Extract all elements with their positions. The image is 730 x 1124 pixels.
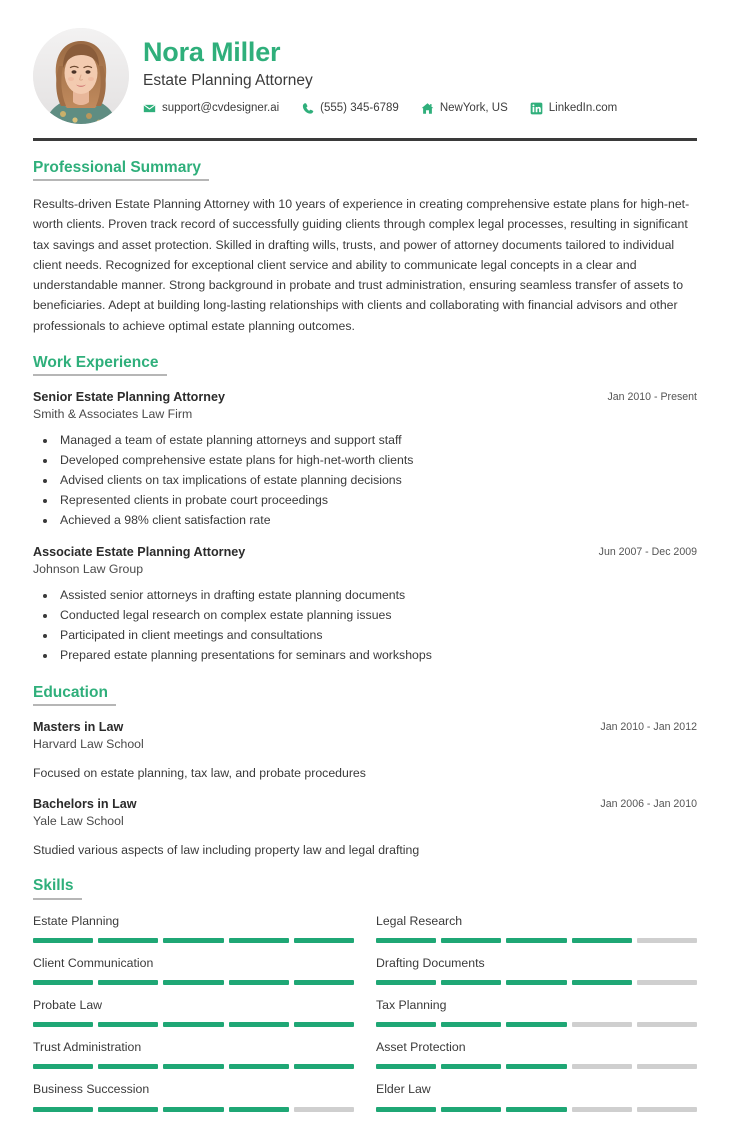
skill-rating-segment: [376, 1107, 436, 1112]
skill-item: [33, 955, 354, 997]
experience-date: Jan 2010 - Present: [607, 391, 697, 404]
experience-entry: [33, 389, 697, 530]
skill-rating-segment: [376, 938, 436, 943]
skill-rating-bar: [376, 1022, 697, 1027]
contact-location[interactable]: [421, 102, 508, 115]
skills-grid: [33, 913, 697, 1124]
skill-rating-segment: [229, 938, 289, 943]
email-icon: [143, 102, 156, 115]
skill-item: [33, 1081, 354, 1123]
skill-item: [376, 1039, 697, 1081]
list-item: • Represented clients in probate court proceedings: [57, 491, 697, 511]
skill-rating-segment: [506, 1022, 566, 1027]
skill-rating-segment: [441, 980, 501, 985]
skill-rating-segment: [637, 1064, 697, 1069]
skill-name: Legal Research: [376, 913, 463, 928]
summary-text: Results-driven Estate Planning Attorney with 10 years of experience in creating comprehensive estate plans for high-net-worth clients. Proven track record of successfully guiding clients through complex legal processes, resulting in significant tax savings and asset protection. Skilled in drafting wills, trusts, and power of attorney documents tailored to individual client needs. Recognized for exceptional client service and ability to communicate legal concepts in a clear and understandable manner. Strong background in probate and trust administration, ensuring seamless transfer of assets to beneficiaries. Adept at building long-lasting relationships with clients and collaborating with financial advisors and other professionals to achieve optimal estate planning outcomes.: [33, 197, 690, 333]
contact-linkedin-text: LinkedIn.com: [548, 102, 618, 115]
contact-email-text: support@cvdesigner.ai: [162, 102, 280, 115]
section-work-experience: [33, 336, 697, 666]
list-item: • Prepared estate planning presentations for seminars and workshops: [57, 646, 697, 666]
skill-rating-bar: [376, 938, 697, 943]
skill-rating-segment: [506, 1107, 566, 1112]
skill-rating-segment: [33, 980, 93, 985]
list-item: • Advised clients on tax implications of estate planning decisions: [57, 471, 697, 491]
skill-rating-bar: [33, 1064, 354, 1069]
education-school: Harvard Law School: [33, 736, 144, 751]
skill-rating-segment: [506, 980, 566, 985]
skill-name: Asset Protection: [376, 1040, 466, 1055]
skill-rating-segment: [441, 1022, 501, 1027]
skill-rating-segment: [229, 1107, 289, 1112]
linkedin-icon: [530, 102, 543, 115]
section-heading-skills: Skills: [33, 877, 82, 899]
experience-job-title: Senior Estate Planning Attorney: [33, 390, 225, 405]
contact-phone-text: (555) 345-6789: [320, 102, 399, 115]
contact-phone[interactable]: [301, 102, 399, 115]
skill-rating-bar: [33, 1022, 354, 1027]
skill-rating-bar: [33, 980, 354, 985]
experience-company: Johnson Law Group: [33, 562, 144, 577]
skill-name: Tax Planning: [376, 997, 447, 1012]
phone-icon: [301, 102, 314, 115]
section-education: [33, 666, 697, 860]
skill-rating-segment: [572, 938, 632, 943]
education-school: Yale Law School: [33, 814, 124, 829]
skill-item: [33, 997, 354, 1039]
skill-rating-segment: [441, 1107, 501, 1112]
education-description: Studied various aspects of law including property law and legal drafting: [33, 843, 420, 858]
skill-rating-bar: [33, 938, 354, 943]
skill-name: Estate Planning: [33, 913, 120, 928]
skill-rating-segment: [294, 938, 354, 943]
skill-rating-segment: [33, 1022, 93, 1027]
list-item: • Managed a team of estate planning attorneys and support staff: [57, 431, 697, 451]
skill-rating-segment: [294, 1022, 354, 1027]
skill-rating-segment: [506, 938, 566, 943]
list-item: • Assisted senior attorneys in drafting estate planning documents: [57, 586, 697, 606]
contact-location-text: NewYork, US: [439, 102, 508, 115]
skill-rating-segment: [229, 980, 289, 985]
skill-rating-segment: [33, 1064, 93, 1069]
skill-rating-segment: [637, 938, 697, 943]
section-heading-education: Education: [33, 684, 116, 706]
skill-rating-bar: [376, 1107, 697, 1112]
skill-rating-segment: [637, 980, 697, 985]
skill-rating-segment: [441, 938, 501, 943]
contact-linkedin[interactable]: [530, 102, 617, 115]
skill-rating-segment: [294, 1064, 354, 1069]
skill-rating-segment: [506, 1064, 566, 1069]
skill-rating-segment: [163, 938, 223, 943]
contact-row: [143, 102, 697, 115]
skill-rating-segment: [441, 1064, 501, 1069]
skill-rating-segment: [163, 980, 223, 985]
education-entry-header: [33, 719, 697, 754]
skill-name: Drafting Documents: [376, 955, 485, 970]
contact-email[interactable]: [143, 102, 279, 115]
skill-item: [376, 1081, 697, 1123]
skill-item: [376, 997, 697, 1039]
skill-rating-segment: [98, 980, 158, 985]
section-professional-summary: [33, 141, 697, 336]
skill-rating-segment: [229, 1064, 289, 1069]
experience-date: Jun 2007 - Dec 2009: [598, 546, 697, 559]
education-date: Jan 2006 - Jan 2010: [600, 798, 697, 811]
list-item: • Conducted legal research on complex estate planning issues: [57, 606, 697, 626]
skill-rating-bar: [376, 980, 697, 985]
page-title: Nora Miller: [143, 37, 281, 68]
skill-name: Elder Law: [376, 1082, 431, 1097]
skill-rating-segment: [376, 980, 436, 985]
education-degree: Masters in Law: [33, 719, 124, 734]
skill-rating-segment: [229, 1022, 289, 1027]
list-item: • Achieved a 98% client satisfaction rate: [57, 511, 697, 531]
skill-name: Business Succession: [33, 1082, 150, 1097]
skill-rating-segment: [294, 1107, 354, 1112]
education-entry: [33, 796, 697, 859]
experience-job-title: Associate Estate Planning Attorney: [33, 545, 246, 560]
skill-rating-segment: [637, 1022, 697, 1027]
skill-rating-segment: [376, 1064, 436, 1069]
skill-rating-segment: [637, 1107, 697, 1112]
education-date: Jan 2010 - Jan 2012: [600, 720, 697, 733]
skill-item: [33, 913, 354, 955]
experience-entry: [33, 544, 697, 665]
education-degree: Bachelors in Law: [33, 797, 137, 812]
section-heading-summary: Professional Summary: [33, 159, 209, 181]
header-text-block: [129, 37, 697, 115]
experience-bullets: [33, 586, 697, 666]
skill-rating-segment: [98, 1022, 158, 1027]
skill-name: Trust Administration: [33, 1040, 142, 1055]
skill-rating-segment: [572, 1107, 632, 1112]
list-item: • Developed comprehensive estate plans for high-net-worth clients: [57, 451, 697, 471]
skill-rating-bar: [33, 1107, 354, 1112]
skill-rating-segment: [33, 938, 93, 943]
section-skills: [33, 859, 697, 1123]
skill-item: [376, 955, 697, 997]
skill-item: [33, 1039, 354, 1081]
skill-rating-segment: [98, 1107, 158, 1112]
resume-header: [33, 0, 697, 134]
skill-rating-segment: [98, 938, 158, 943]
skill-rating-segment: [33, 1107, 93, 1112]
avatar: [33, 28, 129, 124]
skill-name: Probate Law: [33, 997, 103, 1012]
experience-company: Smith & Associates Law Firm: [33, 407, 193, 422]
skill-rating-segment: [163, 1107, 223, 1112]
header-job-title: Estate Planning Attorney: [143, 72, 313, 90]
skill-rating-segment: [572, 1022, 632, 1027]
skill-rating-segment: [163, 1022, 223, 1027]
education-entry-header: [33, 796, 697, 831]
skill-rating-segment: [294, 980, 354, 985]
skill-rating-segment: [98, 1064, 158, 1069]
home-icon: [421, 102, 434, 115]
list-item: • Participated in client meetings and consultations: [57, 626, 697, 646]
skill-rating-bar: [376, 1064, 697, 1069]
section-heading-experience: Work Experience: [33, 354, 167, 376]
experience-entry-header: [33, 544, 697, 579]
skill-name: Client Communication: [33, 955, 154, 970]
education-entry: [33, 719, 697, 782]
skill-rating-segment: [163, 1064, 223, 1069]
experience-entry-header: [33, 389, 697, 424]
skill-rating-segment: [572, 980, 632, 985]
skill-item: [376, 913, 697, 955]
experience-bullets: [33, 431, 697, 531]
skill-rating-segment: [572, 1064, 632, 1069]
skill-rating-segment: [376, 1022, 436, 1027]
education-description: Focused on estate planning, tax law, and probate procedures: [33, 765, 366, 780]
